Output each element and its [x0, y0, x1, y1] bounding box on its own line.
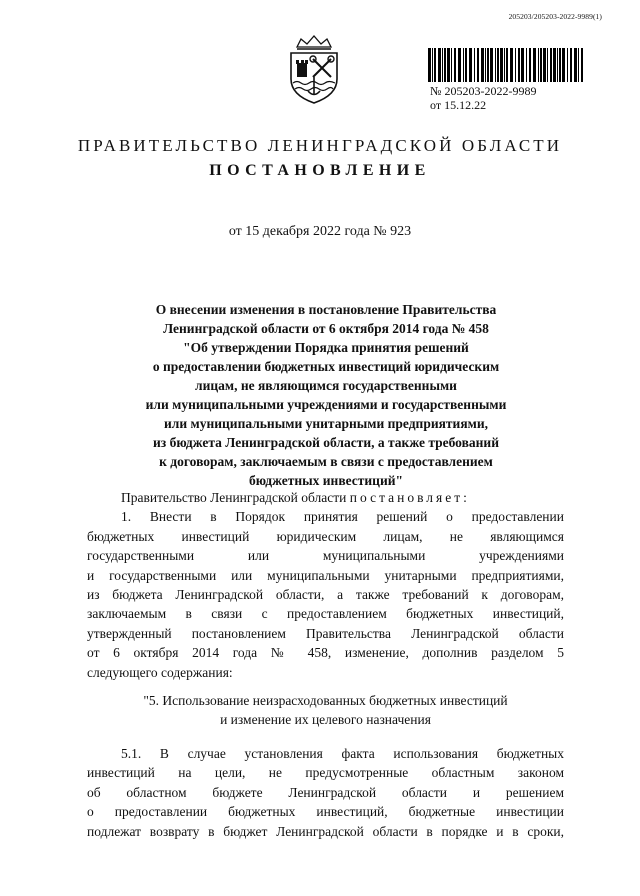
subject-line: лицам, не являющимся государственными — [195, 378, 457, 393]
item1-line: заключаемым в связи с предоставлением бюджетных инвестиций, — [87, 606, 564, 622]
item51-line: о предоставлении бюджетных инвестиций, бюджетные инвестиции — [87, 804, 564, 820]
government-title: ПРАВИТЕЛЬСТВО ЛЕНИНГРАДСКОЙ ОБЛАСТИ — [77, 136, 563, 155]
subject-line: о предоставлении бюджетных инвестиций юридическим — [152, 359, 500, 374]
item1-line: и государственными или муниципальными унитарными предприятиями, — [87, 567, 564, 583]
item51-line: подлежат возврату в бюджет Ленинградской области в порядке и в сроки, — [87, 823, 564, 839]
subject-line: Ленинградской области от 6 октября 2014 года № 458 — [163, 321, 489, 336]
subject-line: к договорам, заключаемым в связи с предоставлением — [159, 454, 493, 469]
subject-line: из бюджета Ленинградской области, а также требований — [153, 435, 499, 450]
leningrad-oblast-coat-of-arms-icon — [283, 33, 345, 105]
item1-line: от 6 октября 2014 года № 458, изменение, дополнив разделом 5 — [87, 645, 564, 661]
document-type: ПОСТАНОВЛЕНИЕ — [209, 162, 431, 179]
preamble-subject: Правительство Ленинградской области — [121, 490, 350, 505]
preamble — [87, 488, 564, 507]
item51-line: инвестиций на цели, не предусмотренные областным законом — [87, 765, 564, 781]
section-title-line: и изменение их целевого назначения — [220, 712, 431, 728]
preamble-verb: постановляет: — [349, 490, 470, 505]
subject-line: О внесении изменения в постановление Правительства — [155, 302, 497, 317]
subject-line: "Об утверждении Порядка принятия решений — [183, 340, 469, 355]
item1-line: следующего содержания: — [87, 664, 233, 680]
barcode-icon — [428, 48, 586, 82]
document-code: 205203/205203-2022-9989(1) — [508, 12, 602, 21]
section-title-line: "5. Использование неизрасходованных бюджетных инвестиций — [143, 693, 508, 709]
resolution-body — [87, 488, 564, 841]
subject-line: бюджетных инвестиций" — [248, 473, 404, 488]
resolution-subject — [90, 300, 562, 490]
item1-line: 1. Внести в Порядок принятия решений о предоставлении — [121, 509, 564, 525]
subject-line: или муниципальными унитарными предприятиями, — [164, 416, 488, 431]
registration-date: от 15.12.22 — [430, 98, 487, 112]
item1-line: бюджетных инвестиций юридическим лицам, не являющимся — [87, 528, 564, 544]
item51-line: 5.1. В случае установления факта использования бюджетных — [121, 745, 564, 761]
item1-line: утвержденный постановлением Правительства Ленинградской области — [87, 625, 564, 641]
registration-number: № 205203-2022-9989 — [430, 84, 537, 98]
subject-line: или муниципальными учреждениями и государственными — [145, 397, 507, 412]
document-date-number: от 15 декабря 2022 года № 923 — [228, 224, 412, 239]
item51-line: об областном бюджете Ленинградской области и решением — [87, 784, 564, 800]
item1-line: из бюджета Ленинградской области, а также требований к договорам, — [87, 587, 564, 603]
item1-line: государственными или муниципальными учреждениями — [87, 548, 564, 564]
